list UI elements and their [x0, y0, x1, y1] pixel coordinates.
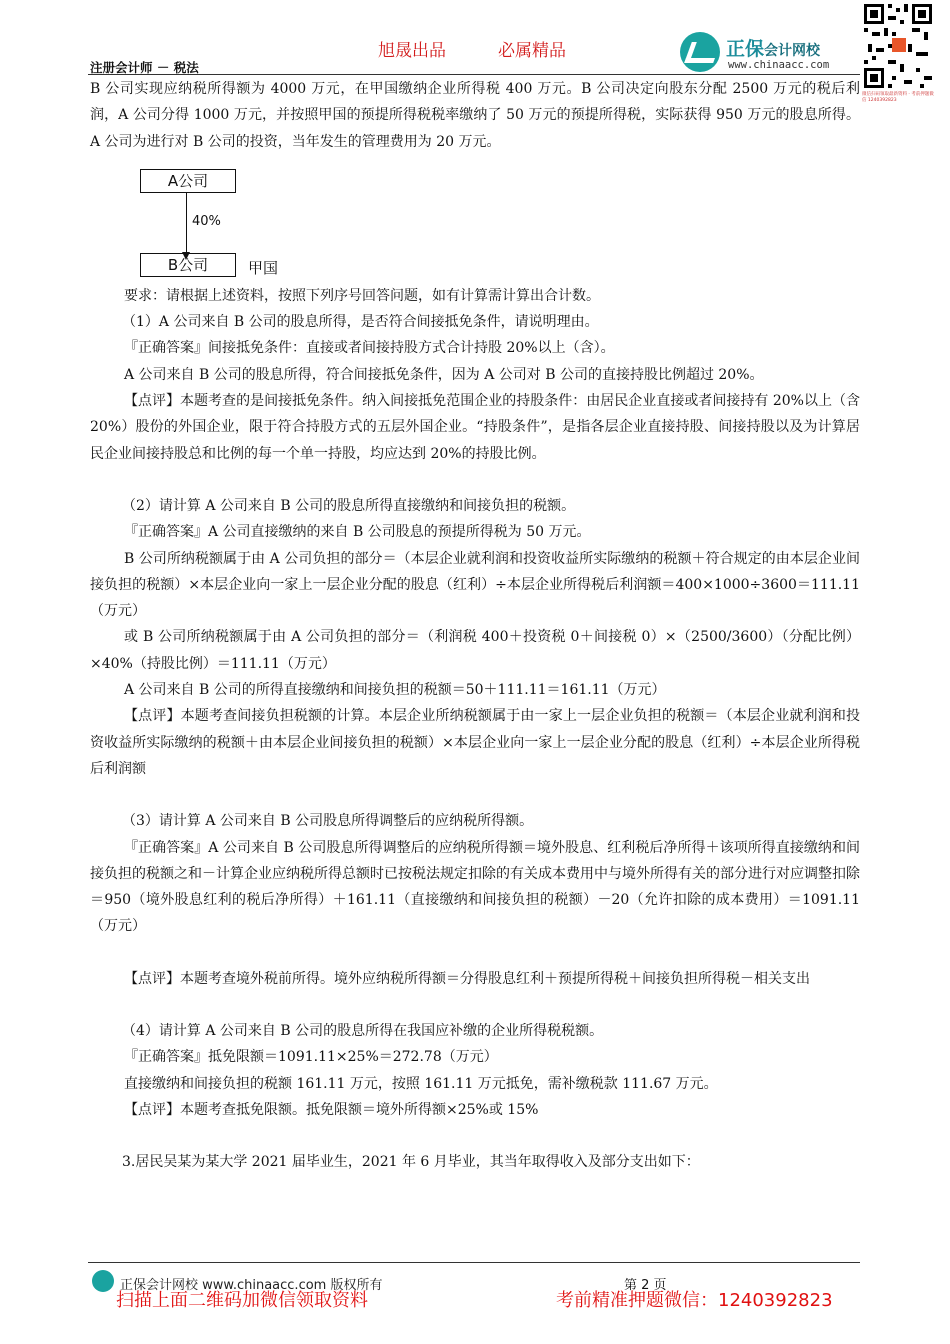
brand-name: 正保 — [726, 38, 765, 60]
footer-ad-right: 考前精准押题微信：1240392823 — [556, 1290, 833, 1311]
footer-copyright[interactable]: 正保会计网校 www.chinaacc.com 版权所有 — [120, 1278, 383, 1293]
diagram-country: 甲国 — [248, 258, 279, 277]
course-title: 注册会计师 － 税法 — [90, 60, 199, 75]
q2-calc-2: 或 B 公司所纳税额属于由 A 公司负担的部分＝（利润税 400＋投资税 0＋间接税 0）×（2500/3600）（分配比例）×40%（持股比例）＝111.11（万元） — [90, 629, 860, 672]
requirement: 要求：请根据上述资料，按照下列序号回答问题，如有计算需计算出合计数。 — [124, 287, 600, 304]
header-slogan-left: 旭晟出品 — [378, 41, 446, 61]
diagram-bottom-box: B公司 — [140, 253, 236, 277]
q4-calc: 直接缴纳和间接负担的税额 161.11 万元，按照 161.11 万元抵免，需补缴税款 111.67 万元。 — [124, 1075, 718, 1092]
qr-fine-print: 微信扫码领取最新资料 · 考前押题微信 1240392823 — [862, 92, 934, 103]
diagram-arrow-line — [186, 192, 187, 254]
footer-ad-left: 扫描上面二维码加微信领取资料 — [116, 1290, 368, 1311]
q2-question: （2）请计算 A 公司来自 B 公司的股息所得直接缴纳和间接负担的税额。 — [122, 497, 576, 514]
q4-answer: 『正确答案』抵免限额＝1091.11×25%＝272.78（万元） — [124, 1049, 498, 1066]
ownership-diagram — [90, 155, 860, 279]
document-body — [90, 76, 860, 1176]
q4-question: （4）请计算 A 公司来自 B 公司的股息所得在我国应补缴的企业所得税税额。 — [122, 1023, 604, 1040]
diagram-ratio: 40% — [192, 213, 221, 229]
footer-logo-icon — [92, 1270, 114, 1292]
brand-logo-icon — [680, 32, 720, 72]
q2-calc-1: B 公司所纳税额属于由 A 公司负担的部分＝（本层企业就利润和投资收益所实际缴纳的税额＋符合规定的由本层企业间接负担的税额）×本层企业向一家上一层企业分配的股息（红利）÷本层企业所得税后利润额＝400×1000÷3600＝111.11（万元） — [90, 550, 860, 620]
q1-answer: 『正确答案』间接抵免条件：直接或者间接持股方式合计持股 20%以上（含）。 — [124, 340, 615, 357]
q2-answer: 『正确答案』A 公司直接缴纳的来自 B 公司股息的预提所得税为 50 万元。 — [124, 524, 591, 541]
q2-comment: 【点评】本题考查间接负担税额的计算。本层企业所纳税额属于由一家上一层企业负担的税额＝（本层企业就利润和投资收益所实际缴纳的税额＋由本层企业间接负担的税额）×本层企业向一家上一层企业分配的股息（红利）÷本层企业所得税后利润额 — [90, 708, 860, 777]
page-number: 第 2 页 — [624, 1278, 667, 1293]
intro-paragraph: B 公司实现应纳税所得额为 4000 万元，在甲国缴纳企业所得税 400 万元。B 公司决定向股东分配 2500 万元的税后利润，A 公司分得 1000 万元，并按照甲国的预提所得税税率缴纳了 50 万元的预提所得税，实际获得 950 万元的股息所得。A 公司为进行对 B 公司的投资，当年发生的管理费用为 20 万元。 — [90, 81, 860, 150]
q3-comment: 【点评】本题考查境外税前所得。境外应纳税所得额＝分得股息红利＋预提所得税＋间接负担所得税－相关支出 — [124, 970, 810, 987]
q3-answer: 『正确答案』A 公司来自 B 公司股息所得调整后的应纳税所得额＝境外股息、红利税后净所得＋该项所得直接缴纳和间接负担的税额之和－计算企业应纳税所得总额时已按税法规定扣除的有关成本费用中与境外所得有关的部分进行对应调整扣除＝950（境外股息红利的税后净所得）＋161.11（直接缴纳和间接负担的税额）－20（允许扣除的成本费用）＝1091.11（万元） — [90, 839, 860, 935]
brand-sub: 会计网校 — [764, 43, 821, 59]
header-divider — [88, 74, 860, 75]
q4-comment: 【点评】本题考查抵免限额。抵免限额＝境外所得额×25%或 15% — [124, 1101, 539, 1118]
footer-divider — [88, 1262, 860, 1263]
q3-question: （3）请计算 A 公司来自 B 公司股息所得调整后的应纳税所得额。 — [122, 813, 534, 830]
q1-comment: 【点评】本题考查的是间接抵免条件。纳入间接抵免范围企业的持股条件：由居民企业直接或者间接持有 20%以上（含 20%）股份的外国企业，限于符合持股方式的五层外国企业。“持股条件”，是指各层企业直接持股、间接持股以及为计算居民企业间接持股总和比例的每一个单一持股，均应达到 20%的持股比例。 — [90, 393, 860, 462]
q1-answer-detail: A 公司来自 B 公司的股息所得，符合间接抵免条件，因为 A 公司对 B 公司的直接持股比例超过 20%。 — [124, 366, 764, 383]
next-question: 3.居民吴某为某大学 2021 届毕业生，2021 年 6 月毕业，其当年取得收入及部分支出如下： — [122, 1154, 700, 1171]
qr-code-icon[interactable] — [862, 2, 934, 90]
diagram-top-box: A公司 — [140, 169, 236, 193]
q1-question: （1）A 公司来自 B 公司的股息所得，是否符合间接抵免条件，请说明理由。 — [122, 314, 599, 331]
brand-logo[interactable] — [680, 26, 856, 76]
q2-calc-3: A 公司来自 B 公司的所得直接缴纳和间接负担的税额＝50＋111.11＝161.11（万元） — [124, 682, 666, 699]
brand-url[interactable]: www.chinaacc.com — [728, 59, 830, 71]
header-slogan-right: 必属精品 — [498, 41, 566, 61]
